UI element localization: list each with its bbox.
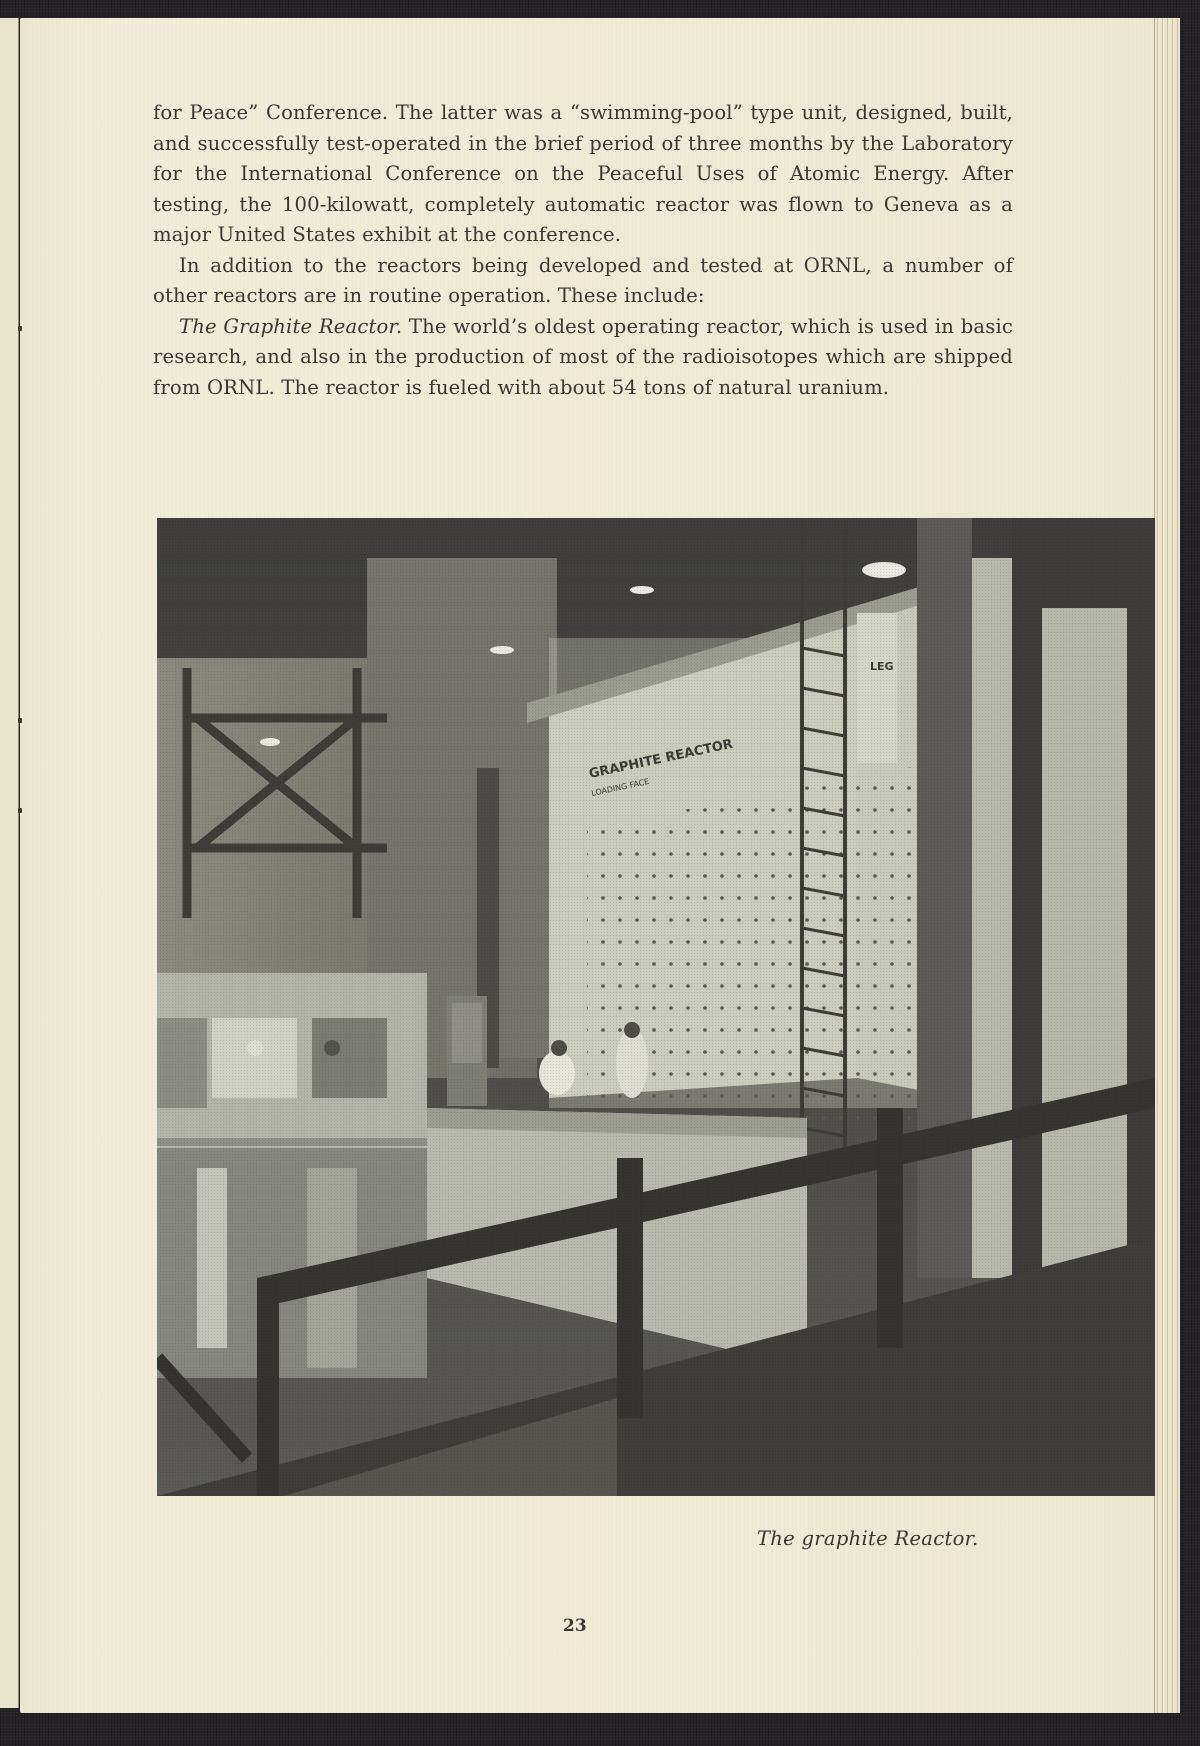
paragraph-2 (153, 251, 1013, 312)
body-text (153, 98, 1013, 403)
figure-caption: The graphite Reactor. (757, 1527, 979, 1550)
page-fore-edge (1154, 18, 1180, 1713)
photo-illustration (157, 518, 1155, 1496)
page-number: 23 (563, 1616, 587, 1636)
graphite-reactor-heading: The Graphite Reactor. (179, 314, 403, 338)
binding-stitch-mark (18, 326, 22, 331)
paragraph-3-text: The world’s oldest operating reactor, which is used in basic research, and also in the production of most of the radioisotopes which are shipped from ORNL. The reactor is fueled with about 54 tons of natural uranium. (153, 314, 1013, 399)
paragraph-2-text: In addition to the reactors being developed and tested at ORNL, a number of other reactors are in routine operation. These include: (153, 253, 1013, 307)
binding-stitch-mark (18, 718, 22, 723)
graphite-reactor-photo (157, 518, 1155, 1496)
binding-stitch-mark (18, 808, 22, 813)
book-page (20, 18, 1180, 1713)
paragraph-1-text: for Peace” Conference. The latter was a “swimming-pool” type unit, designed, built, and successfully test-operated in the brief period of three months by the Laboratory for the International Conference on the Peaceful Uses of Atomic Energy. After testing, the 100-kilowatt, completely automatic reactor was flown to Geneva as a major United States exhibit at the conference. (153, 101, 1013, 246)
paragraph-1 (153, 98, 1013, 251)
paragraph-3 (153, 312, 1013, 404)
facing-page-edge (0, 18, 19, 1708)
